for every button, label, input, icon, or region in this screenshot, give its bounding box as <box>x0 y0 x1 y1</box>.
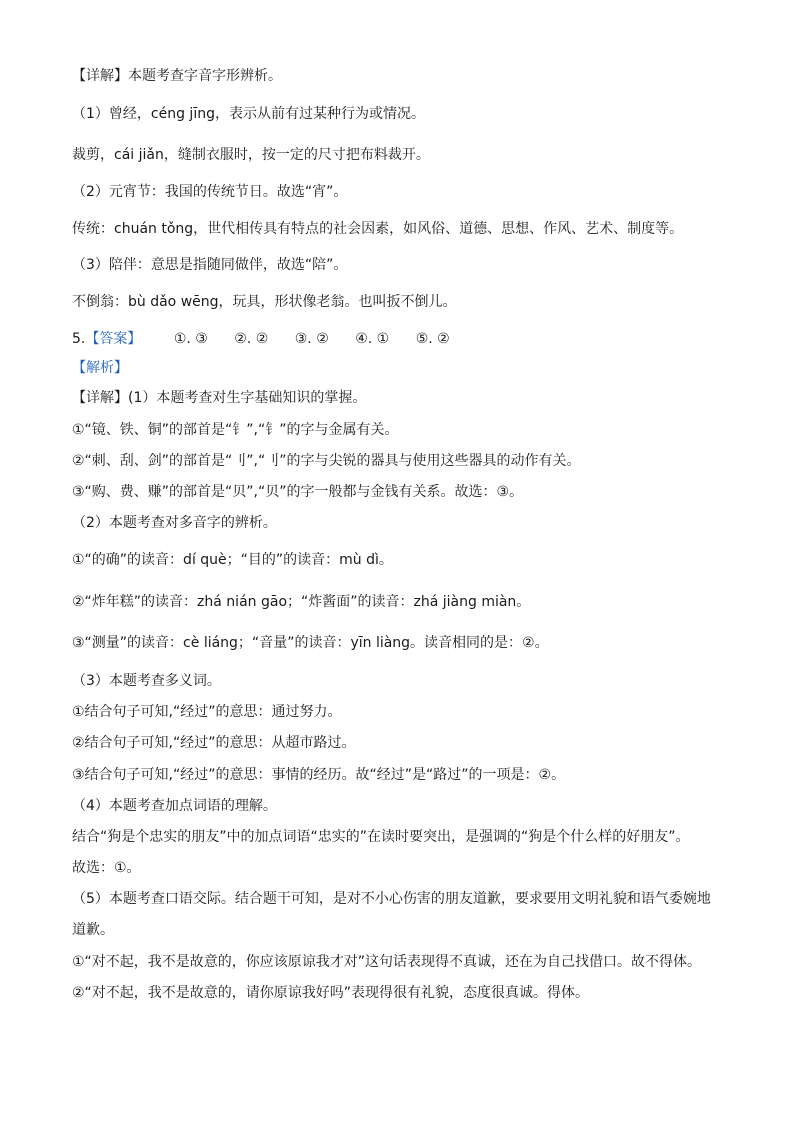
q4-part1-caijian: 裁剪，cái jiǎn，缝制衣服时，按一定的尺寸把布料裁开。 <box>72 147 430 163</box>
q5-part5-item1: ①“对不起，我不是故意的，你应该原谅我才对”这句话表现得不真诚，还在为自己找借口。故不得体。 <box>72 954 702 970</box>
q5-part4-answer: 故选：①。 <box>72 860 141 876</box>
q5-part4-heading: （4）本题考查加点词语的理解。 <box>72 798 277 814</box>
analysis-tag: 【解析】 <box>72 360 128 376</box>
q4-part3-peiban: （3）陪伴：意思是指随同做伴，故选“陪”。 <box>72 257 348 273</box>
q5-part2-item3: ③“测量”的读音：cè liáng；“音量”的读音：yīn liàng。读音相同的是：②。 <box>72 635 549 651</box>
q5-part1-item2: ②“刺、刮、剑”的部首是“刂”,“刂”的字与尖锐的器具与使用这些器具的动作有关。 <box>72 453 581 469</box>
answer-item: ③. ② <box>294 331 329 347</box>
q5-part1-item3: ③“购、费、赚”的部首是“贝”,“贝”的字一般都与金钱有关系。故选：③。 <box>72 484 524 500</box>
q5-part5-heading-cont: 道歉。 <box>72 922 114 938</box>
q4-part2-yuanxiao: （2）元宵节：我国的传统节日。故选“宵”。 <box>72 184 348 200</box>
q5-answer-row <box>72 329 734 349</box>
q5-part3-item2: ②结合句子可知,“经过”的意思：从超市路过。 <box>72 735 356 751</box>
q4-part2-chuantong: 传统：chuán tǒng，世代相传具有特点的社会因素，如风俗、道德、思想、作风、艺术、制度等。 <box>72 221 684 237</box>
answer-item: ④. ① <box>355 331 390 347</box>
answer-item: ⑤. ② <box>415 331 450 347</box>
q4-part3-budaoweng: 不倒翁：bù dǎo wēng，玩具，形状像老翁。也叫扳不倒儿。 <box>72 294 457 310</box>
q5-part3-item3: ③结合句子可知,“经过”的意思：事情的经历。故“经过”是“路过”的一项是：②。 <box>72 767 566 783</box>
answer-item: ②. ② <box>234 331 269 347</box>
q5-part1-item1: ①“镜、铁、铜”的部首是“钅”,“钅”的字与金属有关。 <box>72 422 399 438</box>
q5-part3-item1: ①结合句子可知,“经过”的意思：通过努力。 <box>72 704 342 720</box>
answer-item: ①. ③ <box>173 331 208 347</box>
detail-heading-q4: 【详解】本题考查字音字形辨析。 <box>72 68 282 84</box>
q5-part4-explanation: 结合“狗是个忠实的朋友”中的加点词语“忠实的”在读时要突出，是强调的“狗是个什么样的好朋友”。 <box>72 829 690 845</box>
answer-tag: 【答案】 <box>85 331 142 347</box>
question-number: 5. <box>72 331 86 347</box>
detail-heading-q5: 【详解】(1）本题考查对生字基础知识的掌握。 <box>72 390 367 406</box>
q5-part2-item2: ②“炸年糕”的读音：zhá nián gāo；“炸酱面”的读音：zhá jiàng miàn。 <box>72 594 531 610</box>
q5-part3-heading: （3）本题考查多义词。 <box>72 673 221 689</box>
q5-part5-heading: （5）本题考查口语交际。结合题干可知，是对不小心伤害的朋友道歉，要求要用文明礼貌和语气委婉地 <box>72 891 711 907</box>
q5-number-and-tag <box>72 329 141 349</box>
q5-part5-item2: ②“对不起，我不是故意的，请你原谅我好吗”表现得很有礼貌，态度很真诚。得体。 <box>72 985 590 1001</box>
q4-part1-zengjing: （1）曾经，céng jīng，表示从前有过某种行为或情况。 <box>72 106 425 122</box>
q5-part2-heading: （2）本题考查对多音字的辨析。 <box>72 515 277 531</box>
q5-part2-item1: ①“的确”的读音：dí què；“目的”的读音：mù dì。 <box>72 552 393 568</box>
